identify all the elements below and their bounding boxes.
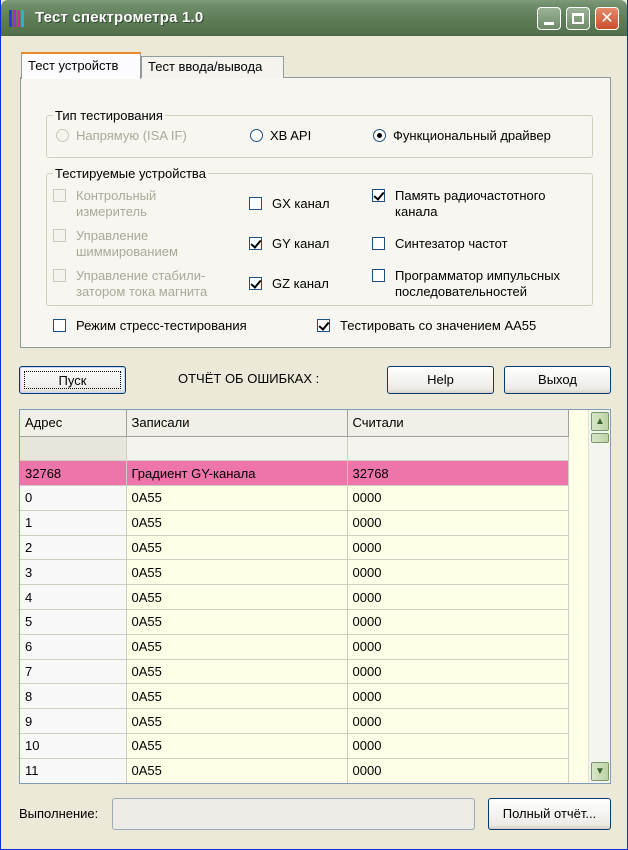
shimming-line2: шиммированием <box>76 244 178 259</box>
spectrum-app-icon <box>9 10 27 27</box>
radio-xb-api[interactable] <box>250 128 311 144</box>
grid-cell-address: 6 <box>20 634 126 659</box>
grid-cell-written: 0A55 <box>126 634 347 659</box>
check-aa55-value[interactable] <box>317 318 536 334</box>
pulse-prog-line1: Программатор импульсных <box>395 268 561 283</box>
grid-cell-written: 0A55 <box>126 659 347 684</box>
grid-cell-address: 7 <box>20 659 126 684</box>
grid-cell-written: 0A55 <box>126 758 347 783</box>
checkbox-icon <box>53 319 66 332</box>
tab-device-test[interactable]: Тест устройств <box>21 52 141 79</box>
grid-cell-address: 5 <box>20 610 126 635</box>
filter-cell[interactable] <box>126 436 347 461</box>
grid-cell-read: 0000 <box>347 684 568 709</box>
close-button[interactable] <box>595 7 619 30</box>
table-row[interactable] <box>20 684 568 709</box>
checkbox-checked-icon <box>317 319 330 332</box>
radio-functional-driver[interactable] <box>373 128 551 144</box>
tab-io-test[interactable]: Тест ввода/вывода <box>141 56 284 78</box>
check-frequency-synth[interactable] <box>372 236 508 252</box>
grid-cell-read: 0000 <box>347 734 568 759</box>
window-title: Тест спектрометра 1.0 <box>35 9 204 26</box>
grid-cell-address: 0 <box>20 486 126 511</box>
grid-cell-written: 0A55 <box>126 560 347 585</box>
minimize-button[interactable] <box>537 7 561 30</box>
grid-cell-read: 0000 <box>347 610 568 635</box>
grid-cell-read: 32768 <box>347 461 568 486</box>
grid-cell-address: 8 <box>20 684 126 709</box>
progress-label: Выполнение: <box>19 806 99 821</box>
check-magnet-current[interactable] <box>53 268 207 300</box>
column-header-address[interactable]: Адрес <box>20 410 126 436</box>
table-row[interactable] <box>20 535 568 560</box>
table-row[interactable] <box>20 510 568 535</box>
checkbox-icon <box>249 197 262 210</box>
grid-cell-address: 9 <box>20 709 126 734</box>
scroll-thumb[interactable] <box>591 433 609 443</box>
scroll-down-button[interactable] <box>591 762 609 781</box>
checkbox-checked-icon <box>249 237 262 250</box>
title-bar[interactable] <box>1 0 627 36</box>
table-row[interactable] <box>20 560 568 585</box>
grid-cell-read: 0000 <box>347 634 568 659</box>
table-row[interactable] <box>20 659 568 684</box>
table-row[interactable] <box>20 634 568 659</box>
check-gx-channel[interactable] <box>249 196 330 212</box>
grid-cell-address: 3 <box>20 560 126 585</box>
magnet-current-line2: затором тока магнита <box>76 284 208 299</box>
check-shimming-label <box>76 228 178 260</box>
check-gy-channel-label: GY канал <box>272 236 330 251</box>
check-gy-channel[interactable] <box>249 236 329 252</box>
table-row[interactable] <box>20 610 568 635</box>
table-row[interactable] <box>20 758 568 783</box>
check-stress-mode-label: Режим стресс-тестирования <box>76 318 247 333</box>
minimize-icon <box>544 22 554 25</box>
start-button[interactable] <box>19 366 126 394</box>
exit-button[interactable]: Выход <box>504 366 611 394</box>
progress-bar <box>112 798 475 830</box>
check-gx-channel-label: GX канал <box>272 196 330 211</box>
check-rf-memory[interactable] <box>372 188 545 220</box>
grid-cell-address: 11 <box>20 758 126 783</box>
grid-cell-read: 0000 <box>347 709 568 734</box>
table-row[interactable] <box>20 486 568 511</box>
chevron-down-icon: ▼ <box>595 766 605 777</box>
grid-header-row <box>20 410 568 436</box>
check-stress-mode[interactable] <box>53 318 247 334</box>
shimming-line1: Управление <box>76 228 149 243</box>
grid-cell-written: 0A55 <box>126 585 347 610</box>
chevron-up-icon: ▲ <box>595 416 605 427</box>
grid-filter-row <box>20 436 568 461</box>
check-control-meter-label <box>76 188 156 220</box>
radio-button-selected-icon <box>373 129 386 142</box>
radio-direct-isa[interactable] <box>56 128 187 144</box>
check-pulse-programmer[interactable] <box>372 268 560 300</box>
radio-button-icon <box>56 129 69 142</box>
checkbox-icon <box>372 269 385 282</box>
column-header-written[interactable]: Записали <box>126 410 347 436</box>
control-meter-line1: Контрольный <box>76 188 157 203</box>
rf-memory-line2: канала <box>395 204 438 219</box>
check-control-meter[interactable] <box>53 188 156 220</box>
table-row[interactable] <box>20 585 568 610</box>
close-icon: ✕ <box>600 10 614 27</box>
radio-direct-isa-label: Напрямую (ISA IF) <box>76 128 187 143</box>
rf-memory-line1: Память радиочастотного <box>395 188 546 203</box>
grid-cell-read: 0000 <box>347 510 568 535</box>
grid-cell-address: 10 <box>20 734 126 759</box>
grid-cell-written: 0A55 <box>126 510 347 535</box>
filter-cell[interactable] <box>20 436 126 461</box>
check-rf-memory-label <box>395 188 545 220</box>
error-report-grid[interactable] <box>19 409 611 784</box>
grid-cell-read: 0000 <box>347 535 568 560</box>
grid-cell-written: 0A55 <box>126 684 347 709</box>
error-report-label: ОТЧЁТ ОБ ОШИБКАХ : <box>178 371 320 386</box>
grid-cell-read: 0000 <box>347 486 568 511</box>
checkbox-icon <box>53 269 66 282</box>
grid-cell-written: 0A55 <box>126 734 347 759</box>
grid-cell-address: 1 <box>20 510 126 535</box>
grid-cell-written: 0A55 <box>126 709 347 734</box>
column-header-read[interactable]: Считали <box>347 410 568 436</box>
radio-button-icon <box>250 129 263 142</box>
control-meter-line2: измеритель <box>76 204 147 219</box>
devices-legend: Тестируемые устройства <box>55 166 206 181</box>
radio-functional-driver-label: Функциональный драйвер <box>393 128 551 143</box>
checkbox-icon <box>372 237 385 250</box>
magnet-current-line1: Управление стабили- <box>76 268 206 283</box>
grid-highlight-row[interactable] <box>20 461 568 486</box>
maximize-button[interactable] <box>566 7 590 30</box>
grid-cell-written: Градиент GY-канала <box>126 461 347 486</box>
checkbox-checked-icon <box>372 189 385 202</box>
grid-vertical-scrollbar[interactable] <box>588 410 610 783</box>
grid-cell-address: 32768 <box>20 461 126 486</box>
full-report-button[interactable]: Полный отчёт... <box>488 798 611 830</box>
checkbox-checked-icon <box>249 277 262 290</box>
maximize-icon <box>572 13 584 24</box>
grid-cell-read: 0000 <box>347 585 568 610</box>
check-magnet-current-label <box>76 268 207 300</box>
tab-panel-devices <box>20 77 611 348</box>
help-button[interactable]: Help <box>387 366 494 394</box>
table-row[interactable] <box>20 734 568 759</box>
pulse-prog-line2: последовательностей <box>395 284 527 299</box>
grid-cell-address: 2 <box>20 535 126 560</box>
grid-cell-read: 0000 <box>347 659 568 684</box>
grid-cell-written: 0A55 <box>126 610 347 635</box>
grid-cell-written: 0A55 <box>126 486 347 511</box>
test-type-legend: Тип тестирования <box>55 108 163 123</box>
check-pulse-programmer-label <box>395 268 560 300</box>
check-gz-channel[interactable] <box>249 276 329 292</box>
table-row[interactable] <box>20 709 568 734</box>
filter-cell[interactable] <box>347 436 568 461</box>
check-aa55-value-label: Тестировать со значением AA55 <box>340 318 537 333</box>
checkbox-icon <box>53 189 66 202</box>
checkbox-icon <box>53 229 66 242</box>
grid-cell-read: 0000 <box>347 758 568 783</box>
check-gz-channel-label: GZ канал <box>272 276 329 291</box>
error-report-table <box>20 410 569 784</box>
grid-cell-address: 4 <box>20 585 126 610</box>
scroll-up-button[interactable] <box>591 412 609 431</box>
start-button-label: Пуск <box>24 371 121 389</box>
check-frequency-synth-label: Синтезатор частот <box>395 236 508 251</box>
grid-cell-read: 0000 <box>347 560 568 585</box>
grid-cell-written: 0A55 <box>126 535 347 560</box>
radio-xb-api-label: XB API <box>270 128 312 143</box>
check-shimming[interactable] <box>53 228 178 260</box>
